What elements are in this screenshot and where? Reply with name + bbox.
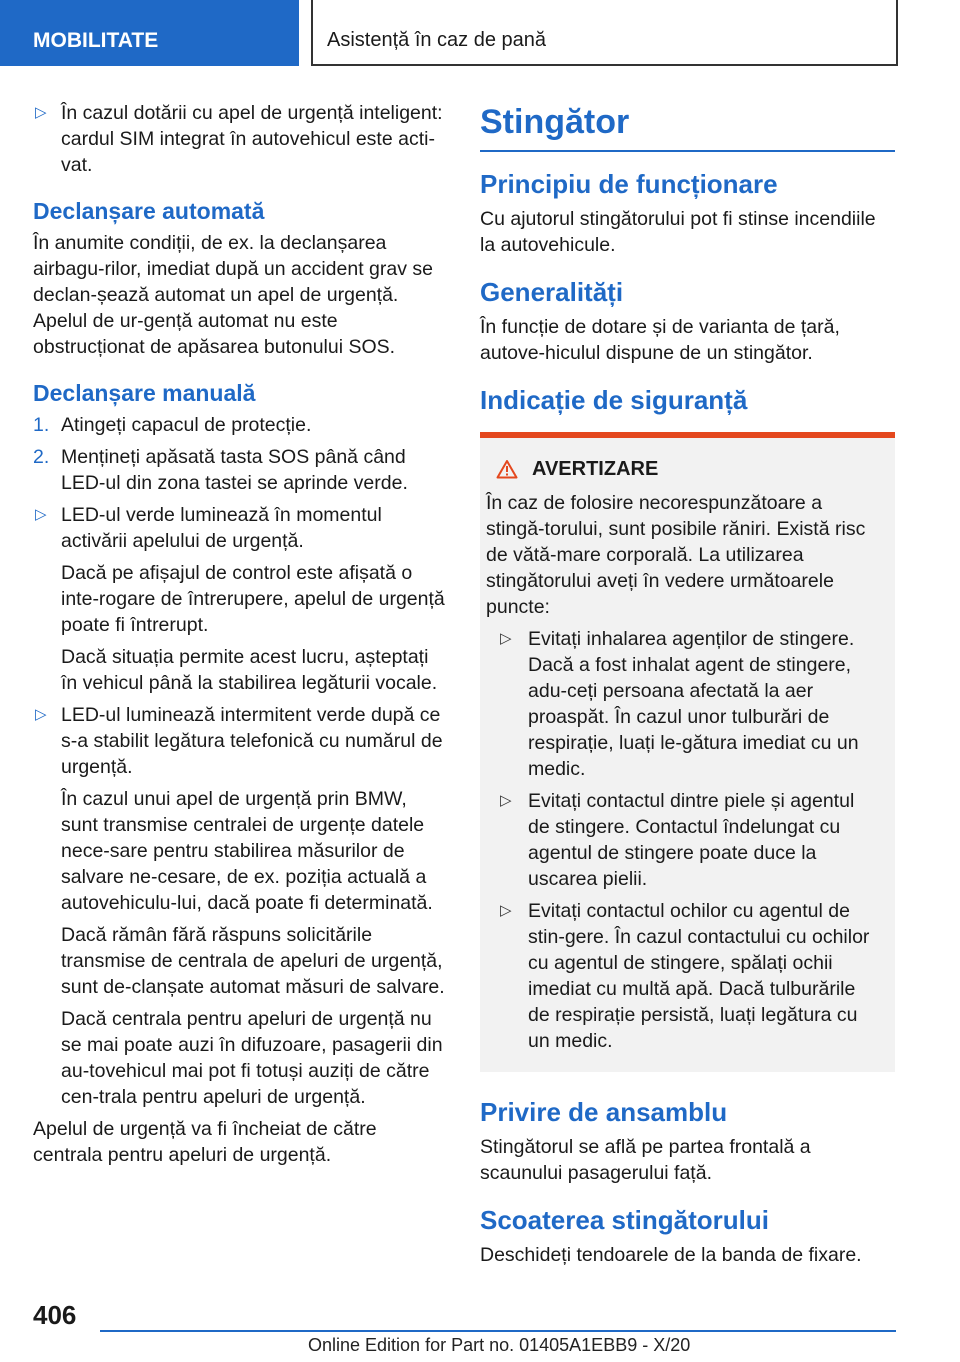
- paragraph: În anumite condiții, de ex. la declanșarea airbagu-rilor, imediat după un accident grav se declan-șează automat un apel de urgență. Apelul de ur-gență automat nu este obstrucționat de apăsarea butonului SOS.: [33, 232, 433, 358]
- paragraph: În cazul unui apel de urgență prin BMW, sunt transmise centralei de urgențe datele nece-sare pentru stabilirea măsurilor de salvare ne-cesare, de ex. poziția actuală a autovehiculu-lui, dacă poate fi determinată.: [61, 788, 433, 914]
- step-text: Atingeți capacul de protecție.: [61, 414, 312, 436]
- paragraph: Apelul de urgență va fi încheiat de către centrala pentru apeluri de urgență.: [33, 1118, 377, 1166]
- chapter-title: Asistență în caz de pană: [327, 29, 547, 51]
- section-heading: Declanșare automată: [33, 198, 265, 224]
- page-number: 406: [33, 1300, 77, 1330]
- page-title: Stingător: [480, 100, 895, 152]
- section-heading: Declanșare manuală: [33, 380, 256, 406]
- paragraph: Dacă situația permite acest lucru, așteptați în vehicul până la stabilirea legăturii vocale.: [61, 646, 438, 694]
- paragraph: Stingătorul se află pe partea frontală a scaunului pasagerului față.: [480, 1136, 811, 1184]
- step-number: 1.: [33, 414, 50, 436]
- paragraph: Dacă centrala pentru apeluri de urgență nu se mai poate auzi în difuzoare, pasagerii din au-tovehicul mai pot fi totuși auziți de către cen-trala pentru apeluri de urgență.: [61, 1008, 443, 1108]
- footer-divider: [100, 1330, 896, 1332]
- warning-text: În caz de folosire necorespunzătoare a stingă-torului, sunt posibile răniri. Există risc de vătă-mare corporală. La utilizarea stingătorului aveți în vedere următoarele puncte:: [486, 492, 866, 618]
- warning-label: AVERTIZARE: [532, 458, 659, 480]
- section-tab-label: MOBILITATE: [33, 29, 159, 52]
- list-item: [486, 788, 881, 892]
- step-text: Mențineți apăsată tasta SOS până când LED-ul din zona tastei se aprinde verde.: [61, 446, 408, 494]
- bullet-text: LED-ul verde luminează în momentul activării apelului de urgență.: [61, 504, 382, 552]
- chapter-header: [311, 0, 898, 66]
- paragraph: Dacă rămân fără răspuns solicitările transmise de centrala de apeluri de urgență, sunt de-clanșate automat măsuri de salvare.: [61, 924, 445, 998]
- triangle-bullet-icon: ▷: [35, 506, 47, 523]
- left-column: [33, 100, 447, 1174]
- footer-edition: Online Edition for Part no. 01405A1EBB9 - X/20: [308, 1335, 691, 1355]
- list-item: [33, 502, 447, 554]
- warning-triangle-icon: [496, 459, 518, 479]
- triangle-bullet-icon: ▷: [500, 792, 512, 809]
- section-heading: Privire de ansamblu: [480, 1097, 728, 1127]
- triangle-bullet-icon: ▷: [500, 902, 512, 919]
- section-heading: Scoaterea stingătorului: [480, 1205, 769, 1235]
- warning-header: [496, 456, 881, 482]
- step-number: 2.: [33, 446, 50, 468]
- list-item: [486, 898, 881, 1054]
- numbered-step: [33, 412, 447, 438]
- list-item: [33, 100, 447, 178]
- paragraph: Dacă pe afișajul de control este afișată o inte-rogare de întrerupere, apelul de urgență poate fi întrerupt.: [61, 562, 445, 636]
- paragraph: În funcție de dotare și de varianta de țară, autove-hiculul dispune de un stingător.: [480, 316, 840, 364]
- section-heading: Principiu de funcționare: [480, 169, 778, 199]
- bullet-text: În cazul dotării cu apel de urgență inteligent: cardul SIM integrat în autovehicul este acti-vat.: [61, 102, 443, 176]
- numbered-step: [33, 444, 447, 496]
- triangle-bullet-icon: ▷: [35, 104, 47, 121]
- paragraph: Deschideți tendoarele de la banda de fixare.: [480, 1244, 862, 1266]
- section-heading: Generalități: [480, 277, 624, 307]
- triangle-bullet-icon: ▷: [35, 706, 47, 723]
- bullet-text: Evitați contactul ochilor cu agentul de stin-gere. În cazul contactului cu ochilor cu agentul de stingere, spălați ochii imediat cu multă apă. Dacă tulburările de respirație persistă, luați legătura cu un medic.: [528, 900, 870, 1052]
- section-tab: [0, 0, 299, 66]
- warning-box: [480, 432, 895, 1072]
- right-column: [480, 100, 895, 1274]
- bullet-text: Evitați contactul dintre piele și agentul de stingere. Contactul îndelungat cu agentul de stingere poate duce la uscarea pielii.: [528, 790, 855, 890]
- section-heading: Indicație de siguranță: [480, 385, 748, 415]
- triangle-bullet-icon: ▷: [500, 630, 512, 647]
- bullet-text: LED-ul luminează intermitent verde după ce s-a stabilit legătura telefonică cu numărul de urgență.: [61, 704, 443, 778]
- list-item: [33, 702, 447, 780]
- paragraph: Cu ajutorul stingătorului pot fi stinse incendiile la autovehicule.: [480, 208, 876, 256]
- bullet-text: Evitați inhalarea agenților de stingere. Dacă a fost inhalat agent de stingere, adu-ceți persoana afectată la aer proaspăt. În cazul unor tulburări de respirație, luați le-gătura imediat cu un medic.: [528, 628, 859, 780]
- list-item: [486, 626, 881, 782]
